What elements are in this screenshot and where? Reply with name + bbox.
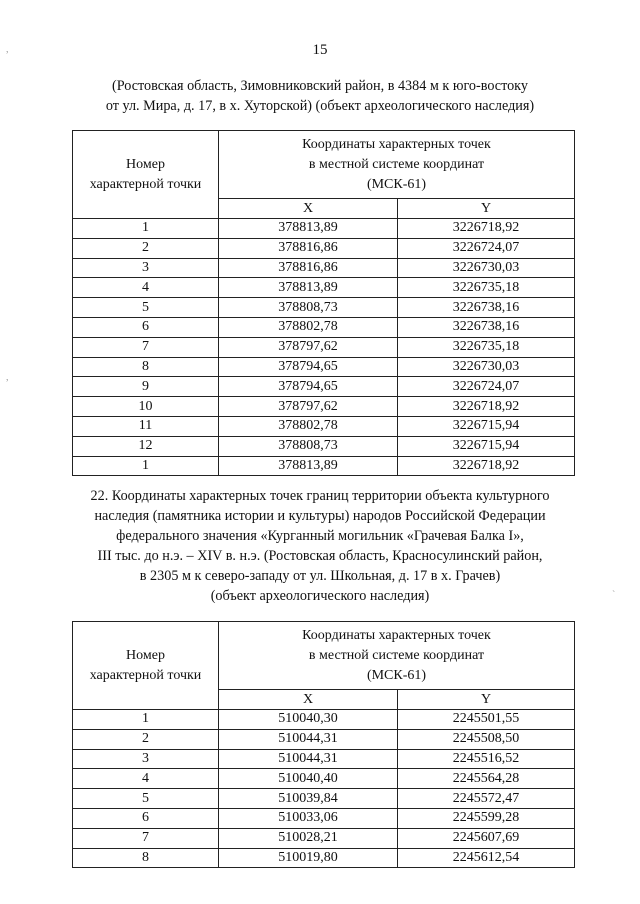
y-coordinate-cell: 3226735,18	[398, 278, 575, 298]
point-number-cell: 5	[73, 789, 219, 809]
header-line: (МСК-61)	[366, 667, 427, 683]
x-coordinate-cell: 510040,30	[219, 710, 398, 730]
coordinates-table-1	[72, 130, 575, 476]
point-number-cell: 2	[73, 729, 219, 749]
y-coordinate-cell: 3226715,94	[398, 416, 575, 436]
heading-line: наследия (памятника истории и культуры) народов Российской Федерации	[94, 508, 546, 524]
table-row	[73, 828, 575, 848]
y-coordinate-cell: 2245508,50	[398, 729, 575, 749]
section-heading-1	[60, 76, 580, 116]
x-coordinate-cell: 378813,89	[219, 219, 398, 239]
point-number-cell: 6	[73, 808, 219, 828]
point-number-cell: 11	[73, 416, 219, 436]
header-line: Координаты характерных точек	[302, 136, 491, 152]
point-number-header	[73, 131, 219, 219]
table-header-row	[73, 622, 575, 690]
scan-mark: ,	[6, 372, 9, 383]
table-row	[73, 219, 575, 239]
header-line: Номер	[126, 156, 165, 172]
y-coordinate-cell: 2245564,28	[398, 769, 575, 789]
page-number: 15	[312, 42, 328, 58]
x-coordinate-cell: 510044,31	[219, 749, 398, 769]
heading-line: III тыс. до н.э. – XIV в. н.э. (Ростовская область, Красносулинский район,	[97, 548, 543, 564]
coordinates-table-2	[72, 621, 575, 868]
y-coordinate-cell: 3226738,16	[398, 317, 575, 337]
table-body	[73, 219, 575, 476]
y-coordinate-cell: 2245607,69	[398, 828, 575, 848]
x-coordinate-cell: 510028,21	[219, 828, 398, 848]
table-row	[73, 278, 575, 298]
table-row	[73, 808, 575, 828]
point-number-cell: 1	[73, 710, 219, 730]
x-coordinate-cell: 378794,65	[219, 357, 398, 377]
point-number-cell: 7	[73, 337, 219, 357]
heading-line: федерального значения «Курганный могильник «Грачевая Балка I»,	[116, 528, 524, 544]
x-coordinate-cell: 378816,86	[219, 258, 398, 278]
table-row	[73, 789, 575, 809]
point-number-cell: 1	[73, 456, 219, 476]
x-coordinate-cell: 378808,73	[219, 298, 398, 318]
y-column-header: Y	[398, 690, 575, 710]
x-coordinate-cell: 510040,40	[219, 769, 398, 789]
table-row	[73, 357, 575, 377]
point-number-cell: 3	[73, 258, 219, 278]
table-row	[73, 848, 575, 868]
table-row	[73, 749, 575, 769]
x-coordinate-cell: 378797,62	[219, 337, 398, 357]
heading-line: 22. Координаты характерных точек границ территории объекта культурного	[90, 488, 550, 504]
point-number-cell: 8	[73, 848, 219, 868]
point-number-cell: 3	[73, 749, 219, 769]
y-column-header: Y	[398, 199, 575, 219]
table-header-row	[73, 131, 575, 199]
header-line: (МСК-61)	[366, 176, 427, 192]
table-row	[73, 710, 575, 730]
coordinates-header	[219, 622, 575, 690]
y-coordinate-cell: 3226724,07	[398, 377, 575, 397]
x-coordinate-cell: 378802,78	[219, 317, 398, 337]
y-coordinate-cell: 3226735,18	[398, 337, 575, 357]
header-line: характерной точки	[89, 667, 202, 683]
point-number-cell: 10	[73, 397, 219, 417]
header-line: в местной системе координат	[308, 647, 485, 663]
y-coordinate-cell: 3226718,92	[398, 219, 575, 239]
point-number-cell: 5	[73, 298, 219, 318]
point-number-cell: 12	[73, 436, 219, 456]
point-number-cell: 7	[73, 828, 219, 848]
x-coordinate-cell: 378797,62	[219, 397, 398, 417]
x-coordinate-cell: 510044,31	[219, 729, 398, 749]
table-row	[73, 377, 575, 397]
x-coordinate-cell: 378794,65	[219, 377, 398, 397]
table-row	[73, 769, 575, 789]
x-coordinate-cell: 510033,06	[219, 808, 398, 828]
point-number-cell: 2	[73, 238, 219, 258]
header-line: в местной системе координат	[308, 156, 485, 172]
point-number-cell: 9	[73, 377, 219, 397]
table-row	[73, 298, 575, 318]
x-coordinate-cell: 378813,89	[219, 456, 398, 476]
heading-line: (объект археологического наследия)	[210, 588, 430, 604]
x-coordinate-cell: 510019,80	[219, 848, 398, 868]
x-column-header: X	[219, 199, 398, 219]
x-coordinate-cell: 378813,89	[219, 278, 398, 298]
table-row	[73, 729, 575, 749]
point-number-cell: 4	[73, 278, 219, 298]
table-row	[73, 456, 575, 476]
table-body	[73, 710, 575, 868]
table-row	[73, 436, 575, 456]
y-coordinate-cell: 3226730,03	[398, 357, 575, 377]
point-number-cell: 6	[73, 317, 219, 337]
y-coordinate-cell: 3226715,94	[398, 436, 575, 456]
y-coordinate-cell: 3226724,07	[398, 238, 575, 258]
section-heading-2	[60, 486, 580, 606]
heading-line: от ул. Мира, д. 17, в х. Хуторской) (объект археологического наследия)	[105, 98, 535, 114]
x-coordinate-cell: 378808,73	[219, 436, 398, 456]
point-number-cell: 1	[73, 219, 219, 239]
scan-mark: ,	[6, 44, 9, 55]
point-number-cell: 8	[73, 357, 219, 377]
y-coordinate-cell: 2245501,55	[398, 710, 575, 730]
header-line: Номер	[126, 647, 165, 663]
coordinates-header	[219, 131, 575, 199]
heading-line: в 2305 м к северо-западу от ул. Школьная, д. 17 в х. Грачев)	[139, 568, 501, 584]
y-coordinate-cell: 3226718,92	[398, 397, 575, 417]
table-row	[73, 238, 575, 258]
point-number-cell: 4	[73, 769, 219, 789]
point-number-header	[73, 622, 219, 710]
y-coordinate-cell: 3226730,03	[398, 258, 575, 278]
table-row	[73, 337, 575, 357]
x-column-header: X	[219, 690, 398, 710]
heading-line: (Ростовская область, Зимовниковский район, в 4384 м к юго-востоку	[112, 78, 528, 94]
header-line: Координаты характерных точек	[302, 627, 491, 643]
scan-mark: `	[612, 590, 616, 601]
x-coordinate-cell: 378816,86	[219, 238, 398, 258]
table-row	[73, 416, 575, 436]
table-row	[73, 317, 575, 337]
y-coordinate-cell: 2245516,52	[398, 749, 575, 769]
x-coordinate-cell: 510039,84	[219, 789, 398, 809]
y-coordinate-cell: 2245612,54	[398, 848, 575, 868]
y-coordinate-cell: 2245599,28	[398, 808, 575, 828]
y-coordinate-cell: 2245572,47	[398, 789, 575, 809]
table-row	[73, 397, 575, 417]
y-coordinate-cell: 3226738,16	[398, 298, 575, 318]
table-row	[73, 258, 575, 278]
x-coordinate-cell: 378802,78	[219, 416, 398, 436]
header-line: характерной точки	[89, 176, 202, 192]
y-coordinate-cell: 3226718,92	[398, 456, 575, 476]
